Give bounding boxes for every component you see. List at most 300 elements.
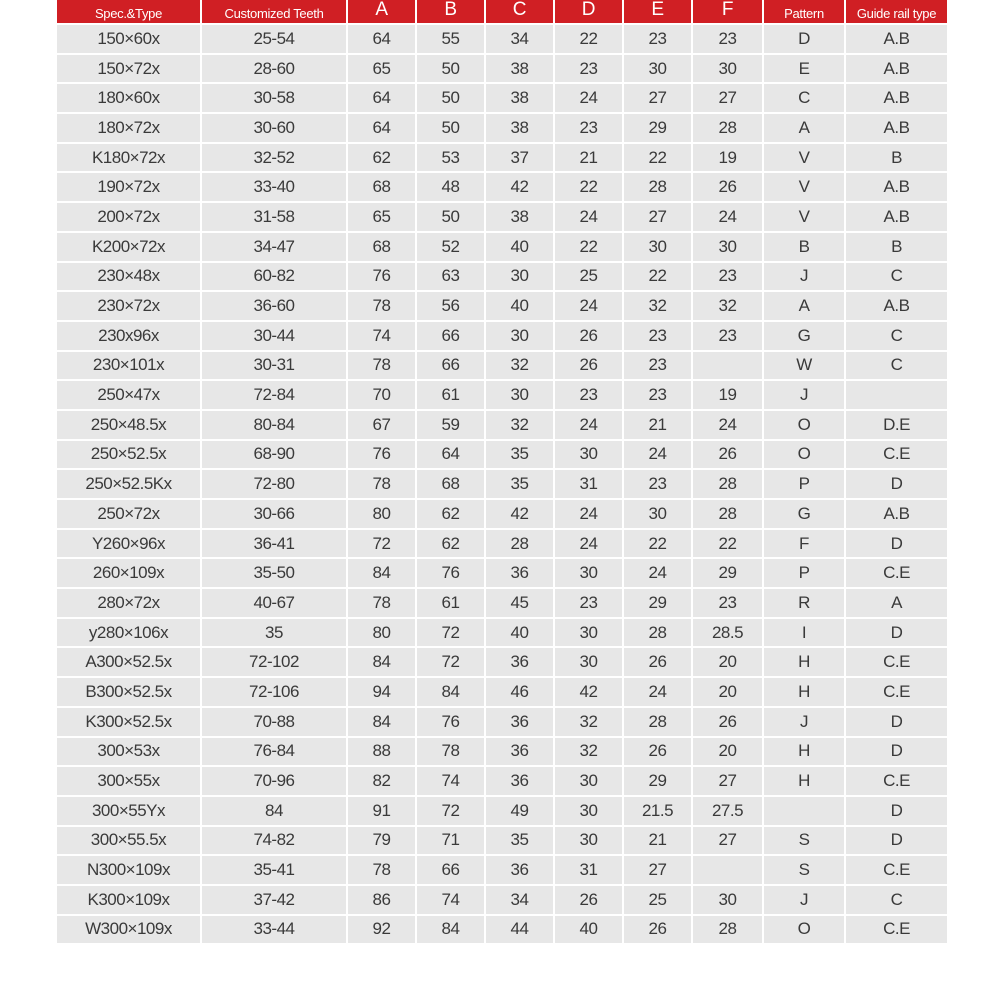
cell-c: 28 xyxy=(485,529,554,559)
cell-d: 23 xyxy=(554,113,623,143)
cell-pattern: W xyxy=(763,351,845,381)
cell-d: 30 xyxy=(554,647,623,677)
cell-c: 37 xyxy=(485,143,554,173)
cell-guide-rail-type: C.E xyxy=(845,677,948,707)
cell-spec-type: 230x96x xyxy=(56,321,201,351)
cell-guide-rail-type: A.B xyxy=(845,24,948,54)
cell-a: 88 xyxy=(347,737,416,767)
cell-pattern: H xyxy=(763,647,845,677)
cell-a: 94 xyxy=(347,677,416,707)
cell-pattern: O xyxy=(763,410,845,440)
cell-customized-teeth: 30-31 xyxy=(201,351,347,381)
table-row xyxy=(56,351,948,381)
cell-guide-rail-type: C xyxy=(845,321,948,351)
cell-f: 30 xyxy=(692,54,763,84)
cell-pattern: O xyxy=(763,915,845,945)
cell-c: 30 xyxy=(485,380,554,410)
cell-pattern: G xyxy=(763,321,845,351)
cell-customized-teeth: 70-96 xyxy=(201,766,347,796)
cell-customized-teeth: 76-84 xyxy=(201,737,347,767)
cell-customized-teeth: 35-50 xyxy=(201,558,347,588)
cell-spec-type: 200×72x xyxy=(56,202,201,232)
cell-c: 35 xyxy=(485,826,554,856)
cell-d: 26 xyxy=(554,321,623,351)
cell-pattern xyxy=(763,796,845,826)
cell-c: 36 xyxy=(485,766,554,796)
cell-b: 50 xyxy=(416,202,485,232)
cell-a: 86 xyxy=(347,885,416,915)
cell-e: 26 xyxy=(623,915,692,945)
table-row xyxy=(56,232,948,262)
cell-f: 23 xyxy=(692,262,763,292)
cell-b: 64 xyxy=(416,440,485,470)
cell-b: 52 xyxy=(416,232,485,262)
cell-d: 26 xyxy=(554,885,623,915)
cell-d: 23 xyxy=(554,588,623,618)
cell-spec-type: 230×72x xyxy=(56,291,201,321)
cell-customized-teeth: 72-84 xyxy=(201,380,347,410)
cell-spec-type: 260×109x xyxy=(56,558,201,588)
cell-a: 80 xyxy=(347,618,416,648)
cell-f: 24 xyxy=(692,202,763,232)
cell-b: 76 xyxy=(416,558,485,588)
cell-f: 20 xyxy=(692,647,763,677)
cell-f: 27 xyxy=(692,826,763,856)
cell-guide-rail-type: B xyxy=(845,143,948,173)
cell-d: 32 xyxy=(554,737,623,767)
cell-pattern: V xyxy=(763,172,845,202)
cell-customized-teeth: 31-58 xyxy=(201,202,347,232)
cell-spec-type: 230×101x xyxy=(56,351,201,381)
cell-b: 78 xyxy=(416,737,485,767)
cell-c: 36 xyxy=(485,558,554,588)
cell-b: 71 xyxy=(416,826,485,856)
cell-e: 26 xyxy=(623,737,692,767)
cell-spec-type: Y260×96x xyxy=(56,529,201,559)
cell-e: 24 xyxy=(623,677,692,707)
cell-f: 28.5 xyxy=(692,618,763,648)
cell-a: 72 xyxy=(347,529,416,559)
cell-pattern: S xyxy=(763,826,845,856)
cell-f: 22 xyxy=(692,529,763,559)
cell-customized-teeth: 72-80 xyxy=(201,469,347,499)
cell-c: 35 xyxy=(485,440,554,470)
cell-customized-teeth: 37-42 xyxy=(201,885,347,915)
cell-b: 72 xyxy=(416,796,485,826)
cell-d: 22 xyxy=(554,232,623,262)
cell-e: 23 xyxy=(623,321,692,351)
cell-b: 53 xyxy=(416,143,485,173)
header-b: B xyxy=(416,0,485,24)
cell-guide-rail-type: B xyxy=(845,232,948,262)
header-d: D xyxy=(554,0,623,24)
cell-spec-type: K300×109x xyxy=(56,885,201,915)
cell-spec-type: N300×109x xyxy=(56,855,201,885)
table-row xyxy=(56,885,948,915)
cell-e: 22 xyxy=(623,143,692,173)
cell-customized-teeth: 60-82 xyxy=(201,262,347,292)
header-row xyxy=(56,0,948,24)
cell-a: 92 xyxy=(347,915,416,945)
cell-spec-type: W300×109x xyxy=(56,915,201,945)
table-row xyxy=(56,172,948,202)
cell-c: 42 xyxy=(485,172,554,202)
cell-pattern: A xyxy=(763,291,845,321)
cell-e: 23 xyxy=(623,469,692,499)
table-row xyxy=(56,380,948,410)
table-row xyxy=(56,529,948,559)
cell-c: 38 xyxy=(485,54,554,84)
table-row xyxy=(56,618,948,648)
cell-a: 65 xyxy=(347,202,416,232)
cell-f: 23 xyxy=(692,24,763,54)
cell-pattern: P xyxy=(763,469,845,499)
cell-customized-teeth: 84 xyxy=(201,796,347,826)
cell-a: 91 xyxy=(347,796,416,826)
cell-e: 27 xyxy=(623,202,692,232)
cell-pattern: H xyxy=(763,766,845,796)
cell-customized-teeth: 40-67 xyxy=(201,588,347,618)
table-row xyxy=(56,321,948,351)
table-row xyxy=(56,499,948,529)
cell-c: 35 xyxy=(485,469,554,499)
cell-e: 23 xyxy=(623,351,692,381)
cell-e: 30 xyxy=(623,232,692,262)
cell-b: 50 xyxy=(416,83,485,113)
cell-e: 30 xyxy=(623,54,692,84)
cell-pattern: I xyxy=(763,618,845,648)
table-row xyxy=(56,440,948,470)
cell-customized-teeth: 74-82 xyxy=(201,826,347,856)
cell-pattern: S xyxy=(763,855,845,885)
cell-customized-teeth: 72-102 xyxy=(201,647,347,677)
cell-e: 23 xyxy=(623,24,692,54)
cell-spec-type: 230×48x xyxy=(56,262,201,292)
cell-pattern: D xyxy=(763,24,845,54)
cell-f: 26 xyxy=(692,707,763,737)
table-row xyxy=(56,915,948,945)
cell-a: 64 xyxy=(347,24,416,54)
cell-c: 34 xyxy=(485,24,554,54)
cell-e: 25 xyxy=(623,885,692,915)
cell-f: 20 xyxy=(692,737,763,767)
cell-e: 24 xyxy=(623,440,692,470)
cell-c: 44 xyxy=(485,915,554,945)
cell-f: 24 xyxy=(692,410,763,440)
cell-guide-rail-type: D xyxy=(845,826,948,856)
cell-c: 40 xyxy=(485,291,554,321)
cell-b: 61 xyxy=(416,588,485,618)
cell-f: 20 xyxy=(692,677,763,707)
cell-b: 84 xyxy=(416,677,485,707)
cell-f: 23 xyxy=(692,321,763,351)
cell-d: 31 xyxy=(554,855,623,885)
table-row xyxy=(56,83,948,113)
cell-pattern: J xyxy=(763,262,845,292)
cell-spec-type: B300×52.5x xyxy=(56,677,201,707)
cell-guide-rail-type: A.B xyxy=(845,291,948,321)
cell-c: 46 xyxy=(485,677,554,707)
header-f: F xyxy=(692,0,763,24)
table-row xyxy=(56,113,948,143)
cell-customized-teeth: 68-90 xyxy=(201,440,347,470)
table-row xyxy=(56,766,948,796)
cell-spec-type: 250×47x xyxy=(56,380,201,410)
cell-a: 76 xyxy=(347,440,416,470)
table-row xyxy=(56,796,948,826)
cell-f: 26 xyxy=(692,440,763,470)
cell-b: 62 xyxy=(416,529,485,559)
cell-f: 30 xyxy=(692,885,763,915)
cell-customized-teeth: 80-84 xyxy=(201,410,347,440)
cell-guide-rail-type: C.E xyxy=(845,558,948,588)
table-row xyxy=(56,469,948,499)
cell-a: 76 xyxy=(347,262,416,292)
cell-b: 50 xyxy=(416,113,485,143)
cell-customized-teeth: 30-58 xyxy=(201,83,347,113)
cell-a: 82 xyxy=(347,766,416,796)
cell-guide-rail-type: D xyxy=(845,707,948,737)
cell-d: 24 xyxy=(554,291,623,321)
table-row xyxy=(56,558,948,588)
cell-pattern: P xyxy=(763,558,845,588)
spec-table xyxy=(55,0,949,945)
cell-e: 21 xyxy=(623,410,692,440)
cell-e: 23 xyxy=(623,380,692,410)
cell-a: 64 xyxy=(347,113,416,143)
cell-d: 42 xyxy=(554,677,623,707)
cell-guide-rail-type: A xyxy=(845,588,948,618)
header-guide-rail-type: Guide rail type xyxy=(845,0,948,24)
cell-guide-rail-type: C.E xyxy=(845,647,948,677)
cell-pattern: J xyxy=(763,885,845,915)
cell-d: 24 xyxy=(554,83,623,113)
cell-guide-rail-type: A.B xyxy=(845,172,948,202)
cell-customized-teeth: 30-66 xyxy=(201,499,347,529)
cell-f xyxy=(692,855,763,885)
cell-b: 48 xyxy=(416,172,485,202)
cell-customized-teeth: 28-60 xyxy=(201,54,347,84)
cell-a: 68 xyxy=(347,172,416,202)
table-row xyxy=(56,855,948,885)
cell-f: 26 xyxy=(692,172,763,202)
cell-d: 26 xyxy=(554,351,623,381)
cell-b: 68 xyxy=(416,469,485,499)
cell-d: 25 xyxy=(554,262,623,292)
cell-pattern: F xyxy=(763,529,845,559)
cell-c: 32 xyxy=(485,351,554,381)
cell-a: 78 xyxy=(347,351,416,381)
cell-spec-type: 180×60x xyxy=(56,83,201,113)
table-row xyxy=(56,647,948,677)
cell-e: 27 xyxy=(623,855,692,885)
cell-e: 29 xyxy=(623,113,692,143)
cell-c: 45 xyxy=(485,588,554,618)
cell-customized-teeth: 30-44 xyxy=(201,321,347,351)
cell-guide-rail-type: C.E xyxy=(845,766,948,796)
cell-customized-teeth: 33-44 xyxy=(201,915,347,945)
cell-guide-rail-type: C xyxy=(845,262,948,292)
table-row xyxy=(56,291,948,321)
cell-f xyxy=(692,351,763,381)
cell-guide-rail-type: C.E xyxy=(845,440,948,470)
cell-f: 27 xyxy=(692,766,763,796)
cell-e: 24 xyxy=(623,558,692,588)
cell-spec-type: 150×72x xyxy=(56,54,201,84)
cell-c: 49 xyxy=(485,796,554,826)
cell-f: 30 xyxy=(692,232,763,262)
cell-b: 56 xyxy=(416,291,485,321)
cell-d: 32 xyxy=(554,707,623,737)
cell-c: 40 xyxy=(485,232,554,262)
cell-d: 24 xyxy=(554,529,623,559)
cell-customized-teeth: 35-41 xyxy=(201,855,347,885)
cell-c: 30 xyxy=(485,321,554,351)
table-row xyxy=(56,143,948,173)
header-c: C xyxy=(485,0,554,24)
cell-d: 22 xyxy=(554,172,623,202)
cell-pattern: H xyxy=(763,737,845,767)
cell-a: 84 xyxy=(347,647,416,677)
table-row xyxy=(56,24,948,54)
cell-customized-teeth: 36-41 xyxy=(201,529,347,559)
cell-c: 36 xyxy=(485,855,554,885)
cell-guide-rail-type: D xyxy=(845,796,948,826)
cell-d: 30 xyxy=(554,558,623,588)
cell-guide-rail-type: A.B xyxy=(845,113,948,143)
cell-a: 62 xyxy=(347,143,416,173)
cell-guide-rail-type: A.B xyxy=(845,499,948,529)
cell-spec-type: 300×53x xyxy=(56,737,201,767)
cell-b: 66 xyxy=(416,855,485,885)
cell-a: 84 xyxy=(347,707,416,737)
cell-spec-type: K300×52.5x xyxy=(56,707,201,737)
cell-customized-teeth: 34-47 xyxy=(201,232,347,262)
cell-d: 23 xyxy=(554,380,623,410)
table-body xyxy=(56,24,948,944)
cell-b: 74 xyxy=(416,766,485,796)
cell-e: 26 xyxy=(623,647,692,677)
cell-e: 27 xyxy=(623,83,692,113)
cell-guide-rail-type: C xyxy=(845,351,948,381)
cell-spec-type: 300×55x xyxy=(56,766,201,796)
cell-f: 28 xyxy=(692,915,763,945)
cell-spec-type: 250×48.5x xyxy=(56,410,201,440)
table-row xyxy=(56,707,948,737)
cell-customized-teeth: 32-52 xyxy=(201,143,347,173)
cell-b: 76 xyxy=(416,707,485,737)
cell-customized-teeth: 36-60 xyxy=(201,291,347,321)
header-a: A xyxy=(347,0,416,24)
cell-b: 50 xyxy=(416,54,485,84)
cell-guide-rail-type xyxy=(845,380,948,410)
cell-pattern: O xyxy=(763,440,845,470)
cell-guide-rail-type: C.E xyxy=(845,855,948,885)
cell-f: 28 xyxy=(692,469,763,499)
cell-a: 78 xyxy=(347,855,416,885)
header-pattern: Pattern xyxy=(763,0,845,24)
cell-a: 79 xyxy=(347,826,416,856)
cell-b: 66 xyxy=(416,321,485,351)
cell-spec-type: 300×55Yx xyxy=(56,796,201,826)
cell-spec-type: y280×106x xyxy=(56,618,201,648)
cell-spec-type: 190×72x xyxy=(56,172,201,202)
table-row xyxy=(56,826,948,856)
table-row xyxy=(56,737,948,767)
cell-d: 30 xyxy=(554,826,623,856)
cell-guide-rail-type: A.B xyxy=(845,202,948,232)
cell-b: 72 xyxy=(416,618,485,648)
cell-guide-rail-type: D xyxy=(845,737,948,767)
cell-pattern: J xyxy=(763,707,845,737)
cell-guide-rail-type: A.B xyxy=(845,83,948,113)
cell-c: 38 xyxy=(485,113,554,143)
cell-spec-type: 280×72x xyxy=(56,588,201,618)
table-row xyxy=(56,677,948,707)
cell-f: 27 xyxy=(692,83,763,113)
cell-d: 30 xyxy=(554,618,623,648)
cell-d: 23 xyxy=(554,54,623,84)
cell-c: 40 xyxy=(485,618,554,648)
cell-d: 22 xyxy=(554,24,623,54)
cell-a: 68 xyxy=(347,232,416,262)
cell-d: 30 xyxy=(554,796,623,826)
cell-spec-type: 250×72x xyxy=(56,499,201,529)
cell-f: 27.5 xyxy=(692,796,763,826)
cell-guide-rail-type: D xyxy=(845,529,948,559)
cell-pattern: B xyxy=(763,232,845,262)
cell-b: 66 xyxy=(416,351,485,381)
cell-e: 28 xyxy=(623,172,692,202)
cell-pattern: A xyxy=(763,113,845,143)
cell-e: 32 xyxy=(623,291,692,321)
cell-e: 30 xyxy=(623,499,692,529)
cell-c: 42 xyxy=(485,499,554,529)
cell-f: 28 xyxy=(692,113,763,143)
cell-pattern: J xyxy=(763,380,845,410)
cell-spec-type: 180×72x xyxy=(56,113,201,143)
header-e: E xyxy=(623,0,692,24)
cell-customized-teeth: 30-60 xyxy=(201,113,347,143)
cell-d: 30 xyxy=(554,440,623,470)
cell-b: 59 xyxy=(416,410,485,440)
table-row xyxy=(56,262,948,292)
cell-pattern: E xyxy=(763,54,845,84)
cell-spec-type: 250×52.5x xyxy=(56,440,201,470)
cell-e: 22 xyxy=(623,529,692,559)
cell-e: 28 xyxy=(623,707,692,737)
cell-guide-rail-type: C.E xyxy=(845,915,948,945)
cell-d: 31 xyxy=(554,469,623,499)
cell-c: 32 xyxy=(485,410,554,440)
cell-customized-teeth: 33-40 xyxy=(201,172,347,202)
cell-customized-teeth: 25-54 xyxy=(201,24,347,54)
cell-c: 30 xyxy=(485,262,554,292)
cell-b: 72 xyxy=(416,647,485,677)
cell-f: 19 xyxy=(692,143,763,173)
cell-e: 21 xyxy=(623,826,692,856)
table-row xyxy=(56,588,948,618)
cell-f: 32 xyxy=(692,291,763,321)
cell-customized-teeth: 35 xyxy=(201,618,347,648)
cell-spec-type: K200×72x xyxy=(56,232,201,262)
cell-pattern: V xyxy=(763,202,845,232)
cell-b: 61 xyxy=(416,380,485,410)
cell-f: 28 xyxy=(692,499,763,529)
cell-c: 38 xyxy=(485,83,554,113)
cell-e: 29 xyxy=(623,766,692,796)
cell-a: 84 xyxy=(347,558,416,588)
